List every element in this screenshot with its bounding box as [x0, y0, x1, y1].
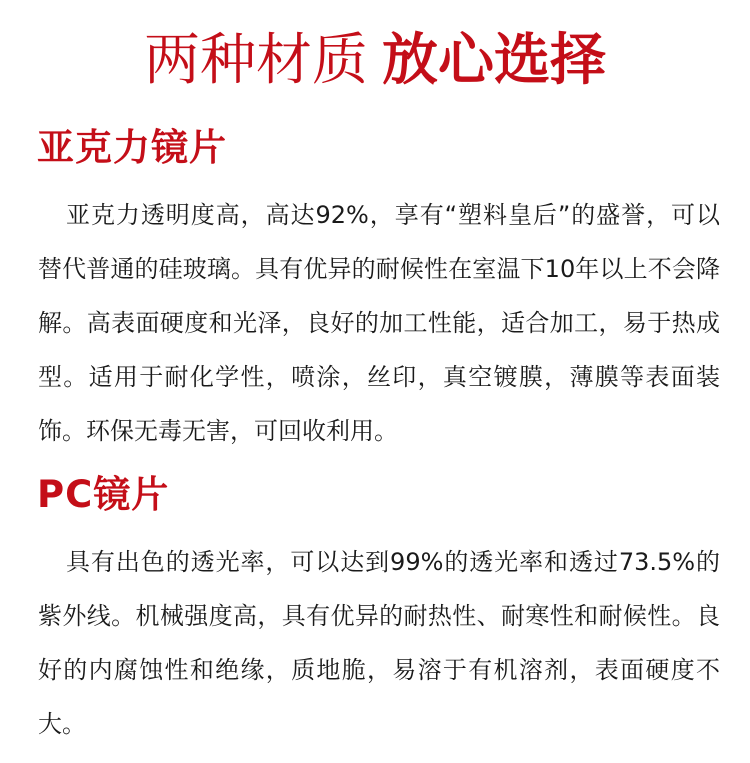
section-heading-acrylic: 亚克力镜片: [37, 126, 227, 169]
page-title: [0, 26, 750, 96]
section-body-pc: 具有出色的透光率，可以达到99%的透光率和透过73.5%的紫外线。机械强度高，具有优异的耐热性、耐寒性和耐候性。良好的内腐蚀性和绝缘，质地脆，易溶于有机溶剂，表面硬度不大。: [38, 548, 720, 738]
page-title-bold: 放心选择: [382, 28, 606, 93]
page-title-light: 两种材质: [144, 28, 368, 93]
section-heading-pc: PC镜片: [37, 473, 170, 516]
section-body-acrylic: 亚克力透明度高，高达92%，享有“塑料皇后”的盛誉，可以替代普通的硅玻璃。具有优异的耐候性在室温下10年以上不会降解。高表面硬度和光泽，良好的加工性能，适合加工，易于热成型。适用于耐化学性，喷涂，丝印，真空镀膜，薄膜等表面装饰。环保无毒无害，可回收利用。: [38, 201, 720, 445]
